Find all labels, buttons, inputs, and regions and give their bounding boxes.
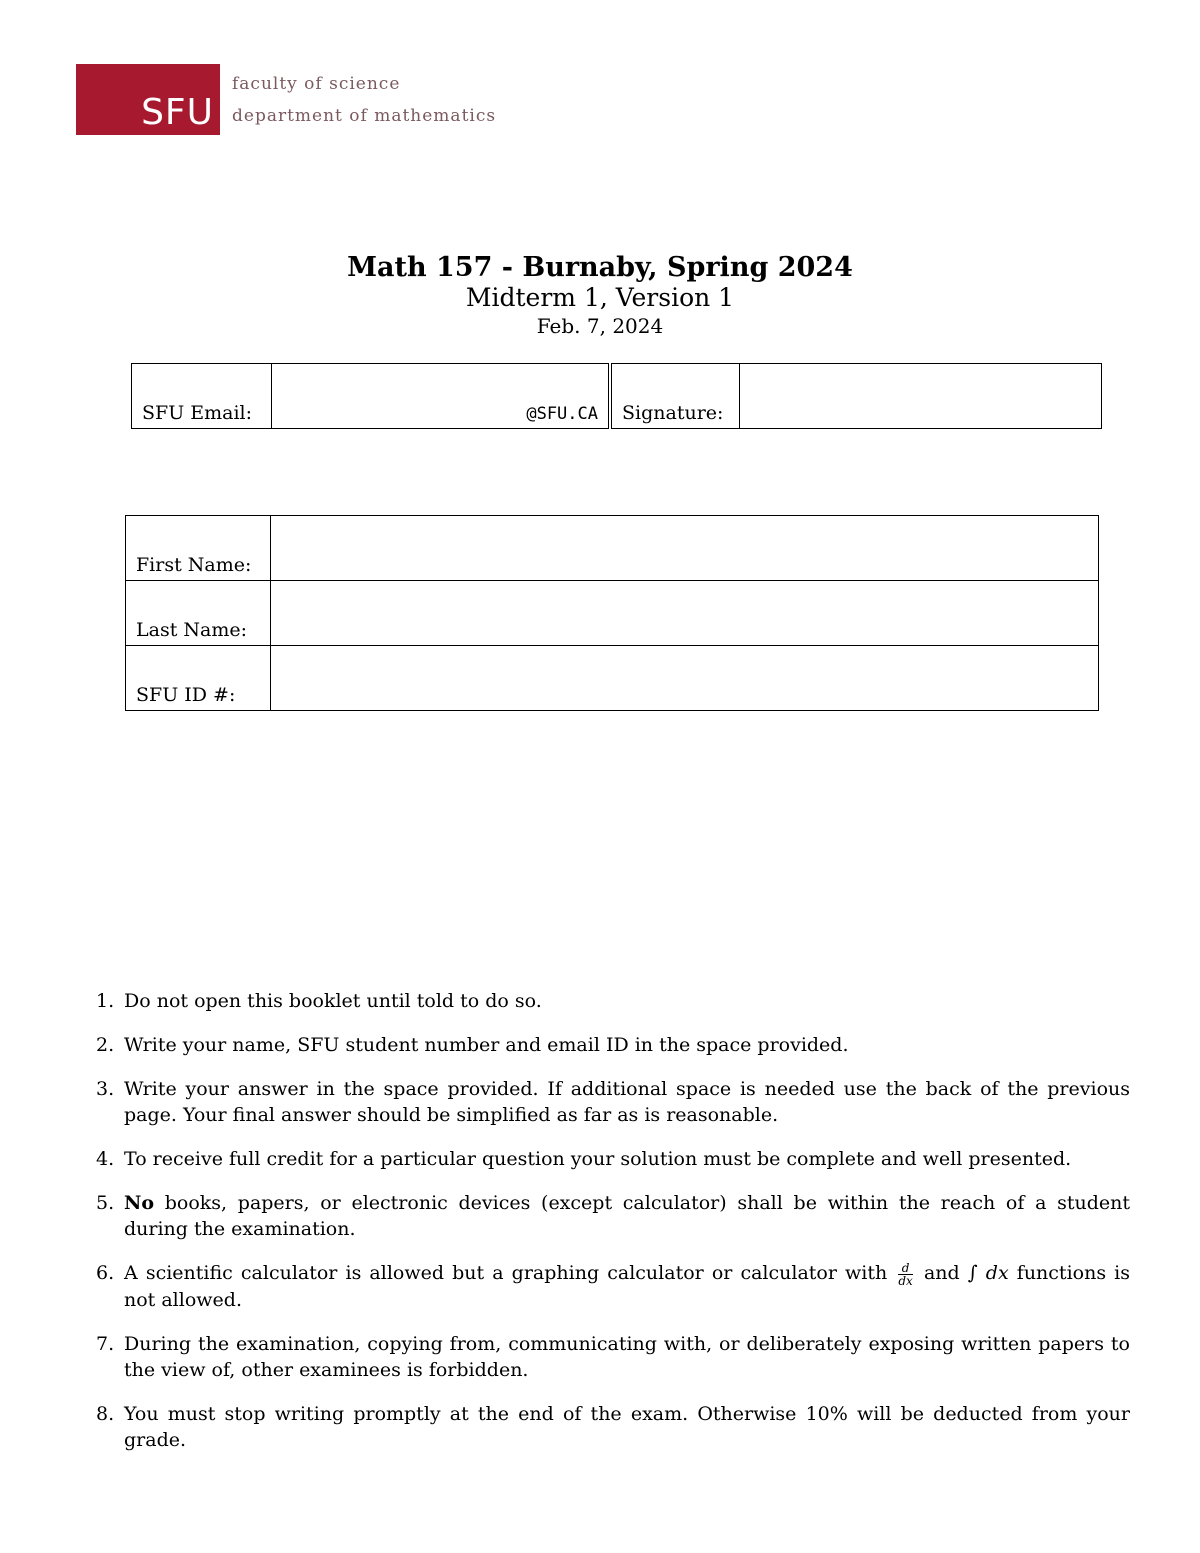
student-id-label: SFU ID #: (126, 646, 271, 711)
first-name-field[interactable] (271, 516, 1099, 581)
list-item: 2. Write your name, SFU student number and email ID in the space provided. (96, 1034, 849, 1056)
list-item: 3. Write your answer in the space provided. If additional space is needed use the back of the previous page. Your final answer should be simplified as far as is reasonable. (96, 1078, 1130, 1126)
email-suffix: @SFU.CA (526, 404, 598, 424)
student-id-field[interactable] (271, 646, 1099, 711)
signature-label: Signature: (610, 364, 740, 429)
course-title: Math 157 - Burnaby, Spring 2024 (347, 252, 853, 283)
student-info-table (125, 515, 1099, 711)
list-item: 7. During the examination, copying from, communicating with, or deliberately exposing written papers to the view of, other examinees is forbidden. (96, 1332, 1130, 1381)
list-item: 8. You must stop writing promptly at the end of the exam. Otherwise 10% will be deducted from your grade. (96, 1402, 1130, 1451)
integral-symbol: ∫ dx (967, 1262, 1009, 1284)
derivative-fraction: $\frac{d}{dx}$ (898, 1260, 913, 1288)
last-name-label: Last Name: (126, 581, 271, 646)
sfu-logo (76, 64, 220, 135)
list-item: 4. To receive full credit for a particular question your solution must be complete and well presented. (96, 1148, 1072, 1170)
list-item: 6. A scientific calculator is allowed but a graphing calculator or calculator with $\frac{d}{dx}$ and ∫ dx functions is not allowed. (96, 1260, 1130, 1311)
logo-text: SFU (141, 92, 214, 133)
instructions-list (96, 988, 1130, 1471)
logo-department: department of mathematics (232, 106, 497, 126)
email-label: SFU Email: (132, 364, 272, 429)
email-field[interactable] (272, 364, 611, 429)
list-item: 5. No books, papers, or electronic devices (except calculator) shall be within the reach of a student during the examination. (96, 1192, 1130, 1240)
exam-date: Feb. 7, 2024 (536, 314, 664, 338)
list-item: 1. Do not open this booklet until told to do so. (96, 990, 542, 1012)
signature-field[interactable] (740, 364, 1102, 429)
email-signature-table (131, 363, 1102, 429)
exam-title: Midterm 1, Version 1 (465, 283, 735, 312)
logo-faculty: faculty of science (232, 74, 401, 94)
first-name-label: First Name: (126, 516, 271, 581)
last-name-field[interactable] (271, 581, 1099, 646)
